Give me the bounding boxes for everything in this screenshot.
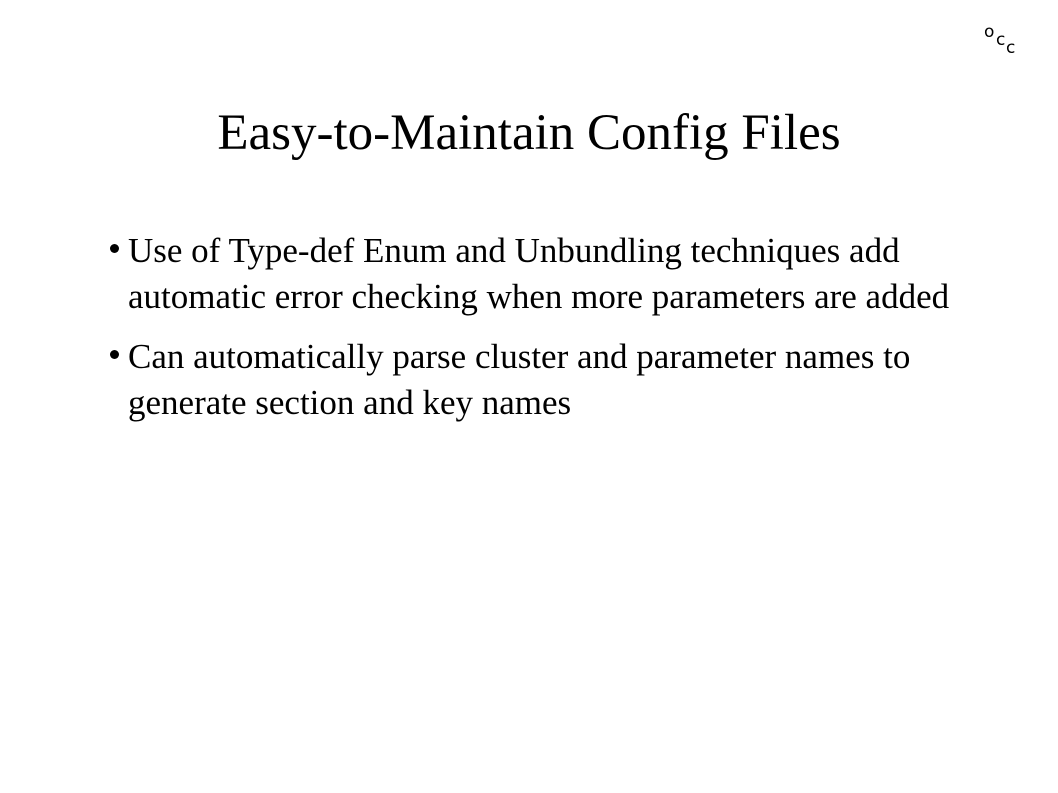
bullet-dot-icon — [110, 244, 119, 253]
bullet-dot-icon — [110, 350, 119, 359]
bullet-item-2 — [112, 334, 992, 426]
bullet-text-1: Use of Type-def Enum and Unbundling techniques add automatic error checking when more parameters are added — [128, 231, 950, 316]
bullet-text-2: Can automatically parse cluster and parameter names to generate section and key names — [128, 337, 911, 422]
logo-letter-2: c — [996, 30, 1006, 50]
occ-logo — [982, 24, 1026, 64]
logo-letter-3: c — [1006, 38, 1016, 58]
slide-title: Easy-to-Maintain Config Files — [217, 105, 841, 161]
bullet-list — [112, 228, 992, 440]
bullet-item-1 — [112, 228, 992, 320]
logo-letter-1: o — [984, 22, 995, 42]
